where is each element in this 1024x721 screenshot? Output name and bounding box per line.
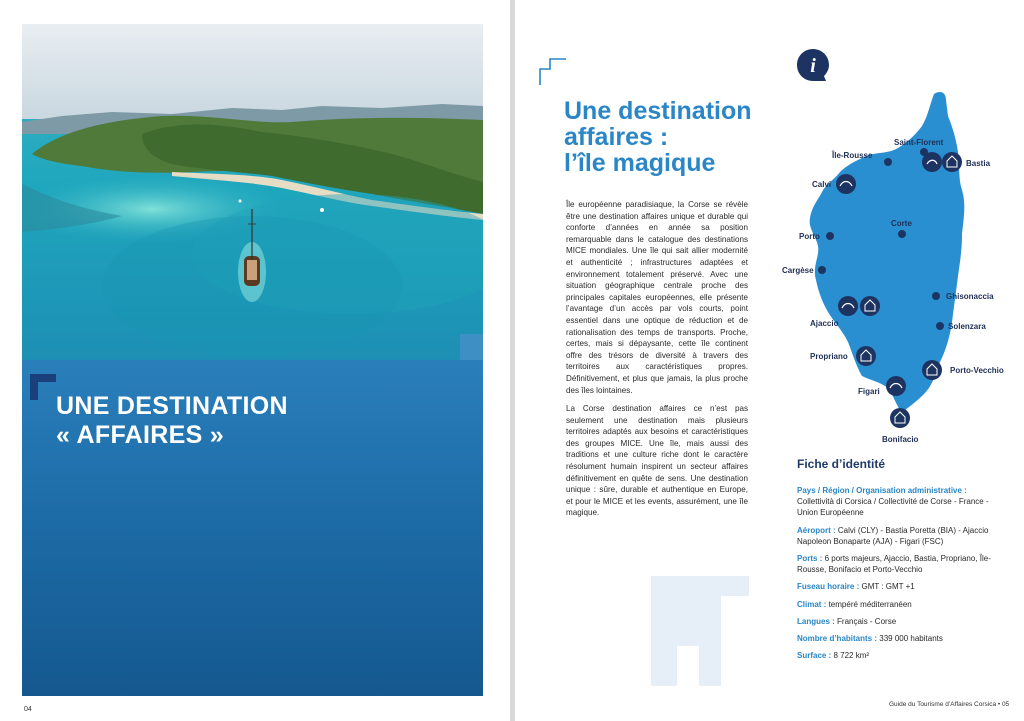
page-footer: Guide du Tourisme d’Affaires Corsica • 05 bbox=[889, 701, 1010, 708]
fiche-row bbox=[797, 525, 997, 547]
fiche-row bbox=[797, 599, 997, 610]
city-marker-solenzara bbox=[936, 322, 944, 330]
city-marker-cargese bbox=[818, 266, 826, 274]
fiche-row bbox=[797, 633, 997, 644]
paragraph-1: Île européenne paradisiaque, la Corse se révèle être une destination affaires unique et durable qui conforte d’années en année sa position remarquable dans le catalogue des destinations MICE mondiales. Une île qui sait allier modernité et authenticité ; infrastructures adaptées et environnement totalement préservé. Avec une situation géographique centrale proche des principales capitales européennes, elle présente l’avantage d’un accès par vols courts, point essentiel dans une optique de réduction et de rationalisation des temps de transports. Proche, certes, mais si dépaysante, cette île continent offre des trésors de diversité à travers des territoires aux caractéristiques propres. Définitivement, et plus que jamais, la plus proche des îles lointaines. bbox=[566, 200, 748, 395]
fiche-value: GMT : GMT +1 bbox=[861, 582, 915, 592]
city-marker-porto-vecchio bbox=[922, 360, 942, 380]
title-line-1: Une destination bbox=[564, 97, 752, 125]
fiche-row bbox=[797, 553, 997, 575]
title-line-2: « AFFAIRES » bbox=[56, 421, 224, 449]
fiche-key: Climat : bbox=[797, 599, 827, 609]
label-cargese: Cargèse bbox=[782, 266, 814, 275]
fiche-key: Pays / Région / Organisation administrative : bbox=[797, 486, 967, 495]
label-porto-vecchio: Porto-Vecchio bbox=[950, 366, 1004, 375]
corner-outline-icon bbox=[539, 58, 567, 86]
fiche-value: 6 ports majeurs, Ajaccio, Bastia, Propriano, Île-Rousse, Bonifacio et Porto-Vecchio bbox=[797, 554, 991, 575]
city-marker-porto bbox=[826, 232, 834, 240]
corsica-map bbox=[776, 86, 1016, 446]
fiche-value: 339 000 habitants bbox=[879, 634, 943, 644]
city-marker-calvi bbox=[836, 174, 856, 194]
sailboat-bay-illustration bbox=[22, 24, 483, 360]
city-marker-ghisonaccia bbox=[932, 292, 940, 300]
fiche-row bbox=[797, 485, 997, 519]
title-line-3: l’île magique bbox=[564, 149, 716, 177]
label-figari: Figari bbox=[858, 387, 880, 396]
fiche-row bbox=[797, 581, 997, 592]
label-solenzara: Solenzara bbox=[948, 322, 986, 331]
fiche-key: Ports : bbox=[797, 554, 823, 564]
label-corte: Corte bbox=[891, 219, 912, 228]
corner-mark-icon bbox=[30, 374, 56, 400]
identity-card-title: Fiche d’identité bbox=[797, 457, 886, 471]
fiche-key: Aéroport : bbox=[797, 525, 836, 535]
title-line-2: affaires : bbox=[564, 123, 669, 151]
city-marker-bonifacio bbox=[890, 408, 910, 428]
coastal-photo bbox=[22, 24, 483, 360]
label-bastia: Bastia bbox=[966, 159, 991, 168]
fiche-value: tempéré méditerranéen bbox=[828, 599, 912, 609]
section-title bbox=[56, 392, 288, 450]
label-calvi: Calvi bbox=[812, 180, 832, 189]
label-bonifacio: Bonifacio bbox=[882, 435, 919, 444]
decorative-shape bbox=[651, 576, 749, 686]
label-ghisonaccia: Ghisonaccia bbox=[946, 292, 994, 301]
fiche-value: Français - Corse bbox=[837, 616, 897, 626]
page-number: 04 bbox=[24, 706, 32, 713]
city-marker-ile-rousse bbox=[884, 158, 892, 166]
city-marker-figari bbox=[886, 376, 906, 396]
fiche-row bbox=[797, 616, 997, 627]
title-line-1: UNE DESTINATION bbox=[56, 392, 288, 420]
fiche-value: Collettività di Corsica / Collectivité de Corse - France - Union Européenne bbox=[797, 497, 989, 518]
paragraph-2: La Corse destination affaires ce n’est pas seulement une destination mais plusieurs territoires adaptés aux besoins et caractéristiques des groupes MICE. Une île, mais aussi des traditions et une culture riche dont le caractère résolument humain inspirent un secteur affaires définitivement en quête de sens. Une destination unique : sûre, durable et authentique en Europe, et pour le MICE et les events, assurément, une île magique. bbox=[566, 404, 748, 518]
city-marker-propriano bbox=[856, 346, 876, 366]
fiche-key: Fuseau horaire : bbox=[797, 582, 860, 592]
label-ile-rousse: Île-Rousse bbox=[832, 151, 873, 160]
info-icon bbox=[796, 48, 830, 82]
fiche-row bbox=[797, 650, 997, 661]
fiche-key: Surface : bbox=[797, 651, 832, 661]
label-ajaccio: Ajaccio bbox=[810, 319, 839, 328]
label-propriano: Propriano bbox=[810, 352, 848, 361]
label-porto: Porto bbox=[799, 232, 820, 241]
label-saint-florent: Saint-Florent bbox=[894, 138, 944, 147]
left-page bbox=[0, 0, 510, 721]
article-title bbox=[564, 98, 752, 176]
identity-card bbox=[797, 457, 997, 667]
fiche-value: 8 722 km² bbox=[833, 651, 870, 661]
info-glyph: i bbox=[810, 55, 816, 77]
article-body bbox=[566, 199, 748, 526]
fiche-value: Calvi (CLY) - Bastia Poretta (BIA) - Ajaccio Napoleon Bonaparte (AJA) - Figari (FSC) bbox=[797, 525, 989, 546]
fiche-key: Nombre d’habitants : bbox=[797, 634, 878, 644]
fiche-key: Langues : bbox=[797, 616, 835, 626]
city-marker-corte bbox=[898, 230, 906, 238]
